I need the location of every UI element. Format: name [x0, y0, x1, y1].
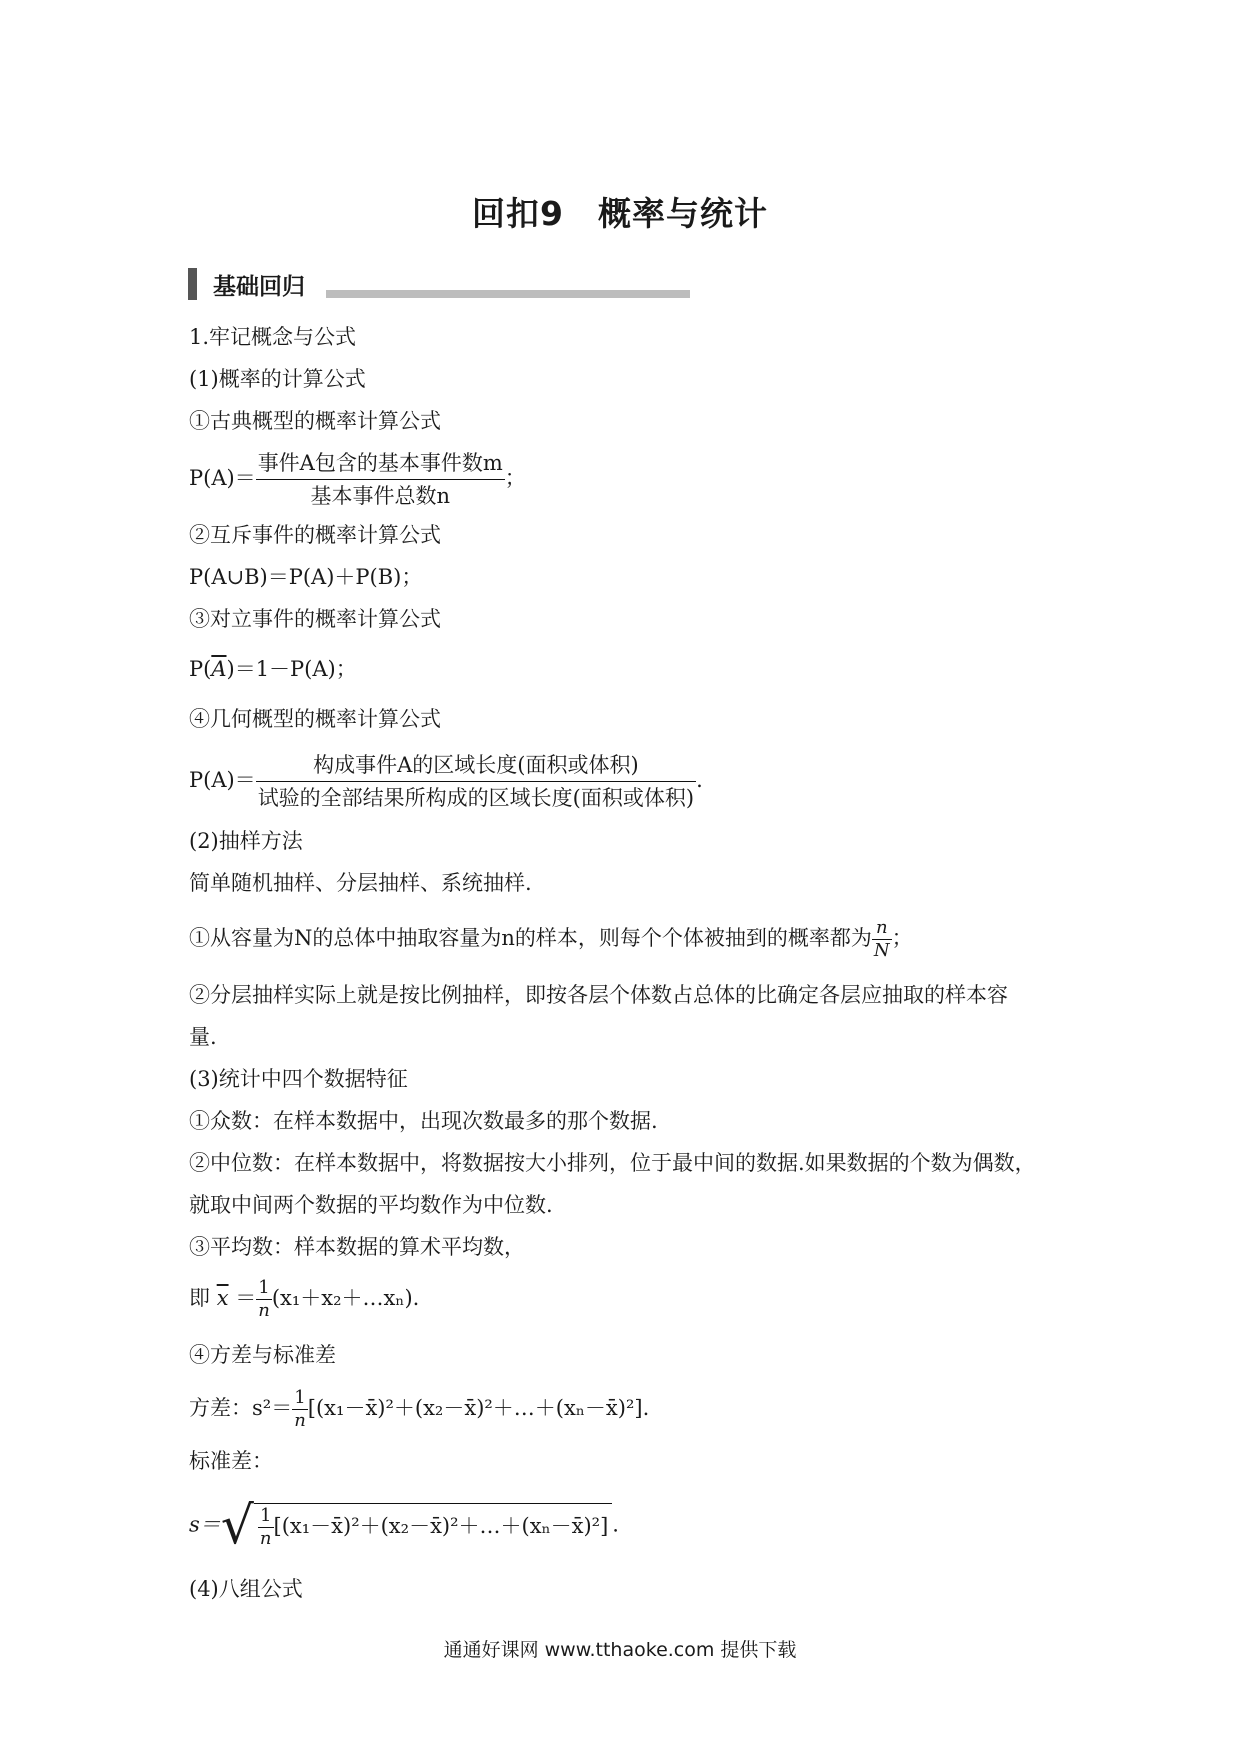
- denominator: n: [259, 1528, 272, 1549]
- std-label: 标准差：: [189, 1449, 273, 1473]
- formula-body: [(x₁－x̄)²＋(x₂－x̄)²＋…＋(xₙ－x̄)²]: [273, 1514, 609, 1538]
- fraction: [256, 1278, 272, 1321]
- item-variance: ④方差与标准差: [189, 1343, 336, 1367]
- item-mode: ①众数：在样本数据中，出现次数最多的那个数据.: [189, 1109, 658, 1133]
- item-classical: ①古典概型的概率计算公式: [189, 409, 441, 433]
- formula-std: [189, 1496, 619, 1556]
- stratified-line2: 量.: [189, 1025, 217, 1049]
- numerator: 构成事件A的区域长度(面积或体积): [256, 750, 696, 782]
- heading-concepts: 1.牢记概念与公式: [189, 325, 357, 349]
- formula-exclusive: P(A∪B)＝P(A)＋P(B)；: [189, 565, 423, 589]
- denominator: 基本事件总数n: [310, 484, 450, 508]
- numerator: 1: [292, 1388, 308, 1410]
- sampling-text: ①从容量为N的总体中抽取容量为n的样本，则每个个体被抽到的概率都为: [189, 926, 872, 950]
- formula-prefix: 即: [189, 1286, 210, 1310]
- heading-probability: (1)概率的计算公式: [189, 367, 366, 391]
- formula-prefix: s＝: [189, 1512, 221, 1537]
- fraction: [256, 750, 696, 813]
- item-geometric: ④几何概型的概率计算公式: [189, 707, 441, 731]
- heading-sampling: (2)抽样方法: [189, 829, 303, 853]
- heading-formulas: (4)八组公式: [189, 1577, 303, 1601]
- complement-event: $\overline{A}$: [211, 657, 227, 681]
- sampling-probability: [189, 918, 913, 961]
- denominator: n: [294, 1410, 306, 1431]
- formula-tail: ；: [504, 466, 526, 490]
- footer-text: 通通好课网 www.tthaoke.com 提供下载: [443, 1639, 797, 1661]
- formula-variance: [189, 1388, 649, 1431]
- fraction: [872, 918, 892, 961]
- numerator: 1: [256, 1278, 272, 1300]
- denominator: n: [258, 1300, 270, 1321]
- radical-sign: √: [220, 1496, 254, 1556]
- formula-mean: [189, 1278, 419, 1321]
- formula-tail: .: [696, 768, 703, 792]
- heading-statistics: (3)统计中四个数据特征: [189, 1067, 408, 1091]
- formula-lhs: P(A)＝: [189, 466, 256, 490]
- numerator: n: [872, 918, 892, 940]
- formula-tail: .: [612, 1512, 619, 1537]
- denominator: 试验的全部结果所构成的区域长度(面积或体积): [257, 786, 695, 810]
- formula-tail: ；: [891, 926, 913, 950]
- formula-classical: [189, 448, 526, 511]
- fraction: [292, 1388, 308, 1431]
- numerator: 1: [258, 1506, 274, 1528]
- fraction: [258, 1506, 274, 1549]
- radicand: [254, 1503, 612, 1549]
- section-rule: [326, 290, 690, 298]
- formula-prefix: 方差：s²＝: [189, 1396, 293, 1420]
- formula-complement: [189, 654, 357, 684]
- page-title: 回扣9 概率与统计: [472, 194, 768, 233]
- sampling-methods: 简单随机抽样、分层抽样、系统抽样.: [189, 871, 532, 895]
- formula-lhs: P(A)＝: [189, 768, 256, 792]
- stratified-line1: ②分层抽样实际上就是按比例抽样，即按各层个体数占总体的比确定各层应抽取的样本容: [189, 983, 1008, 1007]
- section-marker: [188, 268, 197, 300]
- numerator: 事件A包含的基本事件数m: [256, 448, 505, 480]
- formula-prefix: P(: [189, 657, 212, 681]
- item-exclusive: ②互斥事件的概率计算公式: [189, 523, 441, 547]
- formula-body: [(x₁－x̄)²＋(x₂－x̄)²＋…＋(xₙ－x̄)²].: [307, 1396, 650, 1420]
- denominator: N: [873, 940, 890, 961]
- item-median-line2: 就取中间两个数据的平均数作为中位数.: [189, 1193, 553, 1217]
- section-heading: 基础回归: [213, 274, 305, 300]
- formula-geometric: [189, 750, 703, 813]
- formula-suffix: )＝1－P(A)；: [226, 657, 357, 681]
- item-median-line1: ②中位数：在样本数据中，将数据按大小排列，位于最中间的数据.如果数据的个数为偶数，: [189, 1151, 1036, 1175]
- item-mean: ③平均数：样本数据的算术平均数，: [189, 1235, 525, 1259]
- item-complement: ③对立事件的概率计算公式: [189, 607, 441, 631]
- mean-symbol: $\overline{x}$: [216, 1286, 229, 1310]
- fraction: [256, 448, 505, 511]
- formula-body: (x₁＋x₂＋…xₙ).: [271, 1286, 420, 1310]
- equals: ＝: [235, 1286, 257, 1310]
